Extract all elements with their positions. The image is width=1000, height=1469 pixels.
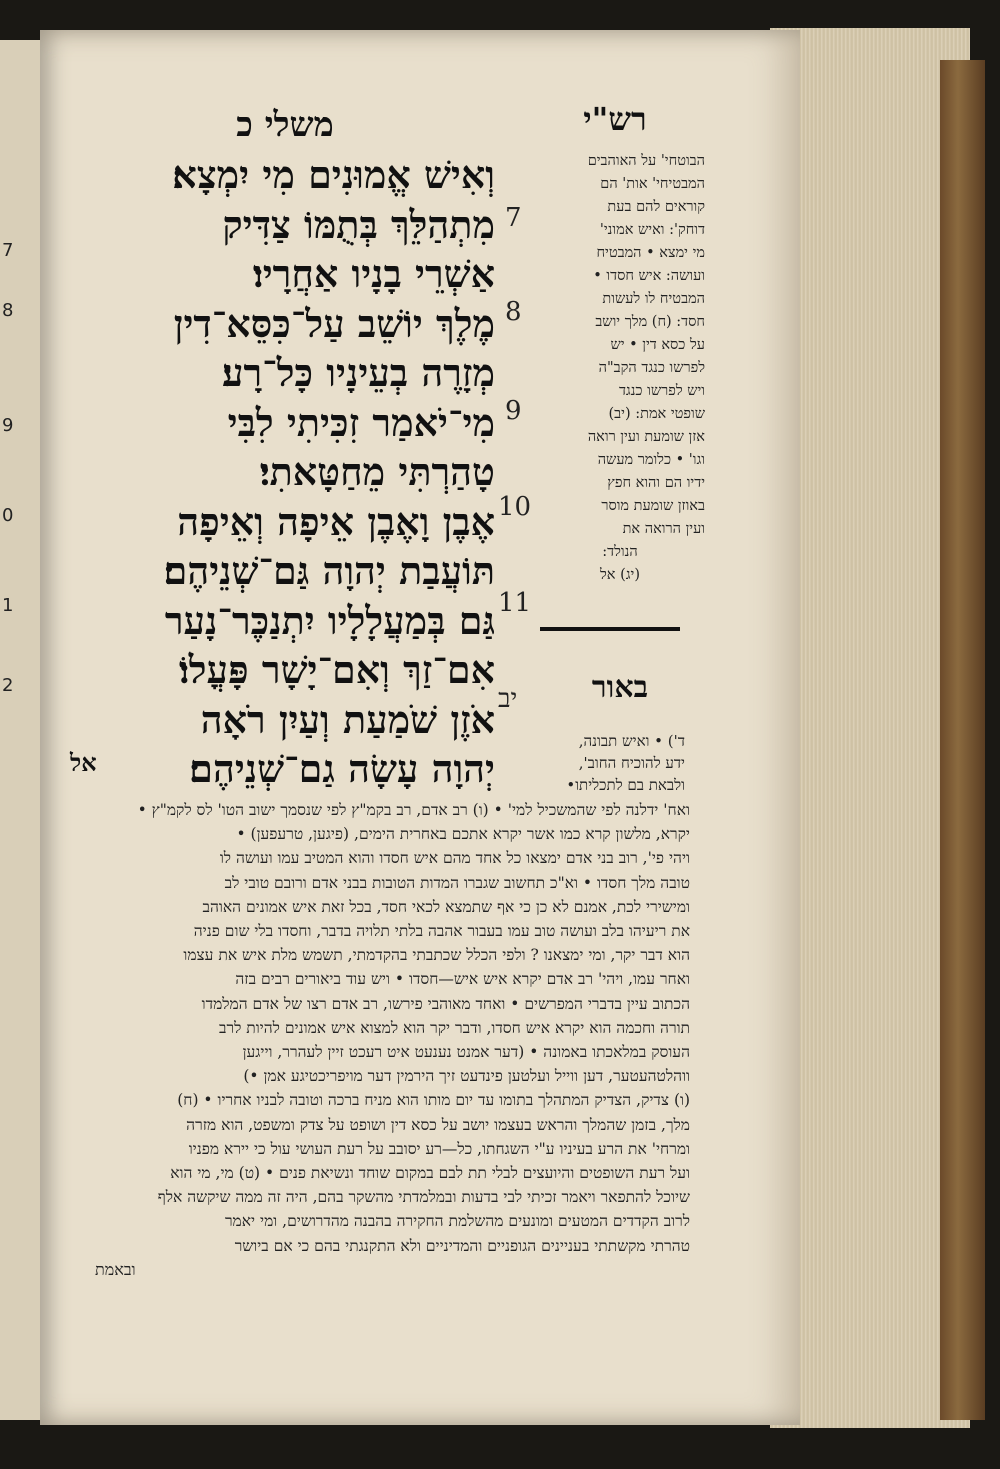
verse-line: אֹזֶן שֹׁמַעַת וְעַיִן רֹאָה <box>200 696 495 742</box>
previous-page-verse-numbers <box>0 40 42 1420</box>
verse-line: תּוֹעֲבַת יְהוָה גַּם־שְׁנֵיהֶם׃ <box>163 548 495 593</box>
commentary-line: ווהלטהעטער, דען ווייל ועלטען פינדעט זיך הירמין דער מויפריכטיגע אמן •) <box>243 1067 690 1086</box>
verse-number: 10 <box>498 492 532 522</box>
verse-number: 11 <box>498 588 532 618</box>
biur-line: ד') • ואיש תבונה, <box>578 732 685 750</box>
verse-line: אַשְׁרֵי בָנָיו אַחֲרָיו׃ <box>253 251 495 296</box>
commentary-line: מלך, בזמן שהמלך והראש בעצמו יושב על כסא דין ושופט על צדק ומשפט, הוא מזרה <box>186 1115 690 1134</box>
rashi-line: (יג) אל <box>600 567 640 583</box>
rashi-line: לפרשו כנגד הקב"ה <box>598 360 705 376</box>
rashi-line: הבוטחי' על האוהבים <box>587 153 705 169</box>
rashi-line: ויש לפרשו כנגד <box>618 383 705 399</box>
margin-number: 9 <box>2 415 14 436</box>
commentary-line: טהרתי מקשתתי בעניינים הגופניים והמדיניים ולא התקנגתי בהם כי אם ביושר <box>234 1236 690 1255</box>
book-cover-edge <box>940 60 985 1420</box>
catchword-bottom: ובאמת <box>95 1260 136 1279</box>
commentary-line: הוא דבר יקר, ומי ימצאנו ? ולפי הכלל שכתבתי בהקדמתי, תשמש מלת איש את עצמו <box>183 946 690 965</box>
commentary-line: את ריעיהו בלב ועושה טוב עמו בעבור אהבה בלתי תלויה בדבר, וחסדו בלי שום פניה <box>193 922 690 941</box>
commentary-line: לרוב הקדדים המטעים ומונעים מהשלמת החקירה בהבנה מהדרושים, ומי יאמר <box>224 1212 690 1231</box>
verse-number: 7 <box>505 203 522 233</box>
verse-line: מֶלֶךְ יוֹשֵׁב עַל־כִּסֵּא־דִין <box>173 300 495 346</box>
biur-line: ידע להוכיח החוב', <box>578 754 685 772</box>
verse-line: מְזָרֶה בְעֵינָיו כָּל־רָע׃ <box>222 350 495 395</box>
running-title: משלי כ <box>236 105 334 145</box>
rashi-line: המבטיח לו לעשות <box>602 291 705 307</box>
commentary-line: שיוכל להתפאר ויאמר זכיתי לבי בדעות ובמלמדתי מהשקר בהם, היה זה ממה שיקשה אלף <box>157 1188 690 1207</box>
commentary-line: הכתוב עיין בדברי המפרשים • ואחד מאוהבי פירשו, רב אדם רצו של אדם המלמדו <box>201 994 690 1013</box>
commentary-line: ועל רעת השופטים והיועצים לבלי תת לבם במקום שוחד ונשיאת פנים • (ט) מי, מי הוא <box>170 1164 690 1183</box>
rashi-line: חסד: (ח) מלך יושב <box>595 314 705 330</box>
rashi-line: שופטי אמת: (יב) <box>608 406 705 422</box>
commentary-line: העוסק במלאכתו באמונה • (דער אמנט נענעט איט רעכט זיין לעהרר, וייגען <box>242 1043 690 1062</box>
commentary-line: ואח' ידלנה לפי שהמשכיל למי' • (ו) רב אדם, רב בקמ"ץ לפי שנסמך ישוב הטו' לס לקמ"ץ • <box>137 801 690 819</box>
rashi-line: המבטיחי' אות' הם <box>600 176 705 192</box>
biur-line: ולבאת בם לתכליתו• <box>566 776 685 794</box>
commentary-line: תורה וחכמה הוא יקרא איש חסדו, ודבר יקר הוא למצוא איש אמונים להיות לרב <box>219 1018 690 1037</box>
margin-number: 2 <box>2 675 14 696</box>
biur-commentary <box>45 798 690 1258</box>
verse-line: מִתְהַלֵּךְ בְּתֻמּוֹ צַדִּיק <box>222 201 495 247</box>
rashi-line: הנולד: <box>602 544 638 560</box>
rashi-line: ידיו הם והוא חפץ <box>607 475 705 491</box>
commentary-line: יקרא, מלשון קרא כמו אשר יקרא אתכם באחרית הימים, (פיגען, טרעפען) • <box>236 825 690 844</box>
rashi-line: קוראים להם בעת <box>607 199 705 215</box>
margin-number: 1 <box>2 595 14 616</box>
rashi-line: דוחק': ואיש אמוני' <box>599 222 705 238</box>
previous-page-edge <box>0 40 42 1420</box>
rashi-line: וגו' • כלומר מעשה <box>597 452 705 468</box>
bible-text <box>95 150 495 794</box>
rashi-line: באוזן שומעת מוסר <box>601 498 705 514</box>
verse-number: 9 <box>505 396 522 426</box>
commentary-line: ומישירי לכת, אמנם לא כן כי אף שתמצא לכאי חסד, בכל זאת איש אמונים האוהב <box>202 897 690 916</box>
biur-intro <box>535 730 685 796</box>
verse-number: 8 <box>505 297 522 327</box>
column-divider-rule <box>540 627 680 631</box>
margin-number: 7 <box>2 240 14 261</box>
verse-line: אִם־זַךְ וְאִם־יָשָׁר פָּעֳלוֹ׃ <box>179 647 495 692</box>
verse-line: מִי־יֹאמַר זִכִּיתִי לִבִּי <box>227 399 495 445</box>
rashi-line: ועושה: איש חסדו • <box>593 268 705 284</box>
verse-line: טָהַרְתִּי מֵחַטָּאתִי׃ <box>259 449 495 494</box>
rashi-line: מי ימצא • המבטיח <box>596 245 705 261</box>
commentary-line: ויהי פי', רוב בני אדם ימצאו כל אחד מהם איש חסדו והוא המטיב עמו ועושה לו <box>219 849 690 868</box>
verse-line: אֶבֶן וָאֶבֶן אֵיפָה וְאֵיפָה <box>177 498 495 544</box>
rashi-commentary <box>535 150 705 587</box>
verse-line: יְהוָה עָשָׂה גַם־שְׁנֵיהֶם׃ <box>189 746 495 791</box>
margin-number: 8 <box>2 300 14 321</box>
rashi-line: על כסא דין • יש <box>610 337 705 353</box>
rashi-line: ועין הרואה את <box>622 521 705 537</box>
commentary-line: ומרחי' את הרע בעיניו ע"י השגחתו, כל—רע יסובב על רעת העושי עול כי יירא מפניו <box>188 1139 690 1158</box>
margin-number: 0 <box>2 505 14 526</box>
rashi-column-title: רש"י <box>583 100 647 138</box>
commentary-line: טובה מלך חסדו • וא"כ תחשוב שגברו המדות הטובות בבני אדם ורובם טובי לב <box>224 873 690 892</box>
verse-number: יב <box>498 684 518 714</box>
commentary-line: ואחר עמו, ויהי' רב אדם יקרא איש איש—חסדו • ויש עוד ביאורים רבים בזה <box>235 970 690 989</box>
commentary-line: (ו) צדיק, הצדיק המתהלך בתומו עד יום מותו הוא מניח ברכה וטובה לבניו אחריו • (ח) <box>177 1091 690 1110</box>
verse-line: גַּם בְּמַעֲלָלָיו יִתְנַכֶּר־נָעַר <box>164 597 495 643</box>
rashi-line: אזן שומעת ועין רואה <box>587 429 705 445</box>
biur-title: באור <box>591 670 649 705</box>
catchword: אל <box>70 748 97 777</box>
verse-line: וְאִישׁ אֱמוּנִים מִי יִמְצָא׃ <box>172 152 495 197</box>
